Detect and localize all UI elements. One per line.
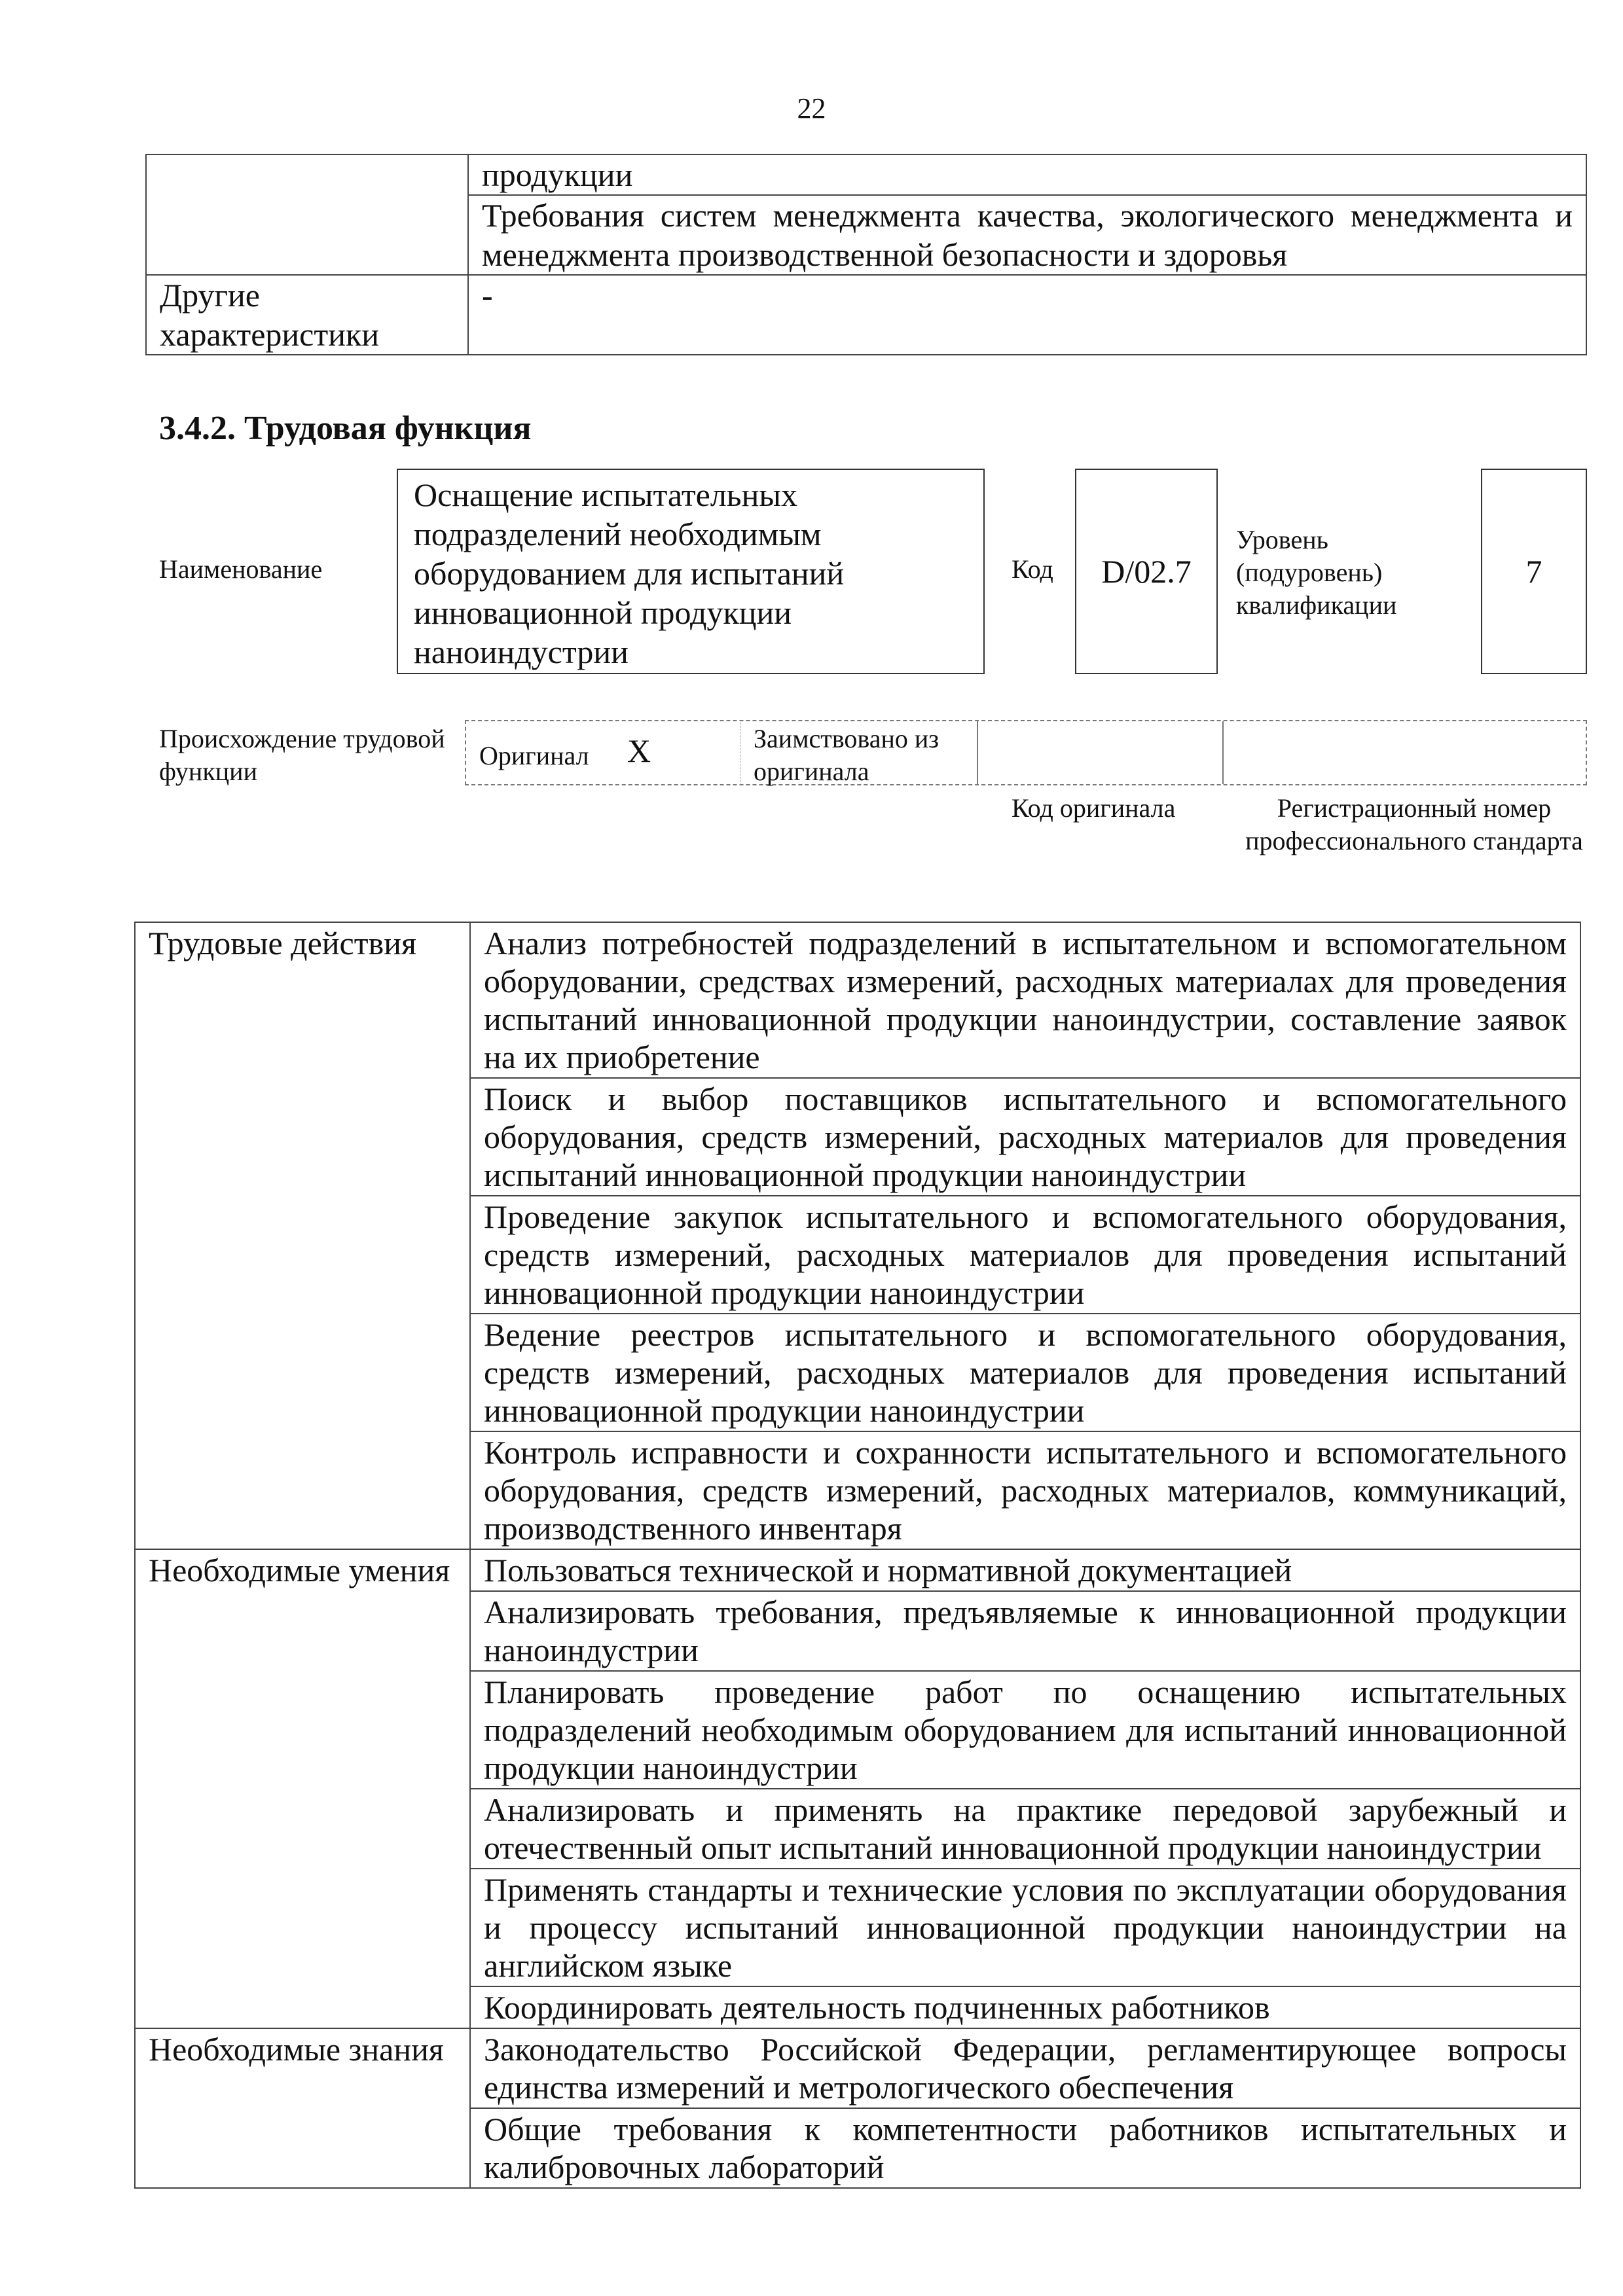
level-value: 7 (1525, 553, 1542, 590)
table-row (146, 154, 1586, 195)
table-row (135, 922, 1580, 1078)
category-required-knowledge: Необходимые знания (135, 2028, 470, 2188)
reg-number-cell (1222, 721, 1224, 784)
list-item: Анализировать требования, предъявляемые к инновационной продукции наноиндустрии (470, 1591, 1580, 1671)
row-text: - (468, 275, 1586, 355)
list-item: Проведение закупок испытательного и вспомогательного оборудования, средств измерений, расходных материалов для проведения испытаний инновационной продукции наноиндустрии (470, 1196, 1580, 1314)
code-box (1075, 469, 1218, 674)
original-mark: X (627, 732, 651, 769)
section-title: 3.4.2. Трудовая функция (159, 410, 532, 447)
list-item: Анализ потребностей подразделений в испытательном и вспомогательном оборудовании, средствах измерений, расходных материалах для проведения испытаний инновационной продукции наноиндустрии, составление заявок на их приобретение (470, 922, 1580, 1078)
origin-row (465, 720, 1587, 785)
function-name-box (397, 469, 985, 674)
category-required-skills: Необходимые умения (135, 1549, 470, 2028)
group-actions (135, 922, 1580, 1549)
group-skills (135, 1549, 1580, 2028)
level-label: Уровень (подуровень) квалификации (1236, 525, 1397, 620)
labor-function-table (134, 922, 1581, 2189)
row-text: продукции (468, 154, 1586, 195)
table-row (135, 1549, 1580, 1591)
list-item: Применять стандарты и технические условия по эксплуатации оборудования и процессу испытаний инновационной продукции наноиндустрии на английском языке (470, 1869, 1580, 1986)
category-labor-actions: Трудовые действия (135, 922, 470, 1549)
list-item: Ведение реестров испытательного и вспомогательного оборудования, средств измерений, расходных материалов для проведения испытаний инновационной продукции наноиндустрии (470, 1314, 1580, 1431)
row-label: Другие характеристики (146, 275, 468, 355)
code-original-cell (977, 721, 978, 784)
group-knowledge (135, 2028, 1580, 2188)
list-item: Анализировать и применять на практике передовой зарубежный и отечественный опыт испытаний инновационной продукции наноиндустрии (470, 1789, 1580, 1869)
row-label (146, 154, 468, 275)
name-label: Наименование (159, 554, 323, 584)
original-label: Оригинал (479, 741, 589, 770)
origin-label: Происхождение трудовой функции (159, 724, 445, 786)
continuation-table (145, 154, 1587, 355)
code-original-caption: Код оригинала (1012, 793, 1176, 823)
list-item: Законодательство Российской Федерации, регламентирующее вопросы единства измерений и метрологического обеспечения (470, 2028, 1580, 2108)
list-item: Общие требования к компетентности работников испытательных и калибровочных лабораторий (470, 2108, 1580, 2188)
page-number: 22 (797, 92, 826, 124)
list-item: Пользоваться технической и нормативной документацией (470, 1549, 1580, 1591)
level-box (1481, 469, 1587, 674)
table-row (146, 275, 1586, 355)
code-value: D/02.7 (1101, 553, 1192, 590)
function-name-value: Оснащение испытательных подразделений необходимым оборудованием для испытаний инновационной продукции наноиндустрии (414, 476, 845, 670)
code-label: Код (1012, 554, 1053, 584)
table-row (135, 2028, 1580, 2108)
reg-number-caption: Регистрационный номер профессионального стандарта (1245, 793, 1583, 855)
list-item: Координировать деятельность подчиненных работников (470, 1986, 1580, 2028)
list-item: Контроль исправности и сохранности испытательного и вспомогательного оборудования, средств измерений, расходных материалов, коммуникаций, производственного инвентаря (470, 1431, 1580, 1549)
list-item: Поиск и выбор поставщиков испытательного и вспомогательного оборудования, средств измерений, расходных материалов для проведения испытаний инновационной продукции наноиндустрии (470, 1078, 1580, 1196)
list-item: Планировать проведение работ по оснащению испытательных подразделений необходимым оборудованием для испытаний инновационной продукции наноиндустрии (470, 1671, 1580, 1789)
row-text: Требования систем менеджмента качества, экологического менеджмента и менеджмента производственной безопасности и здоровья (468, 195, 1586, 275)
borrowed-label: Заимствовано из оригинала (740, 723, 956, 785)
